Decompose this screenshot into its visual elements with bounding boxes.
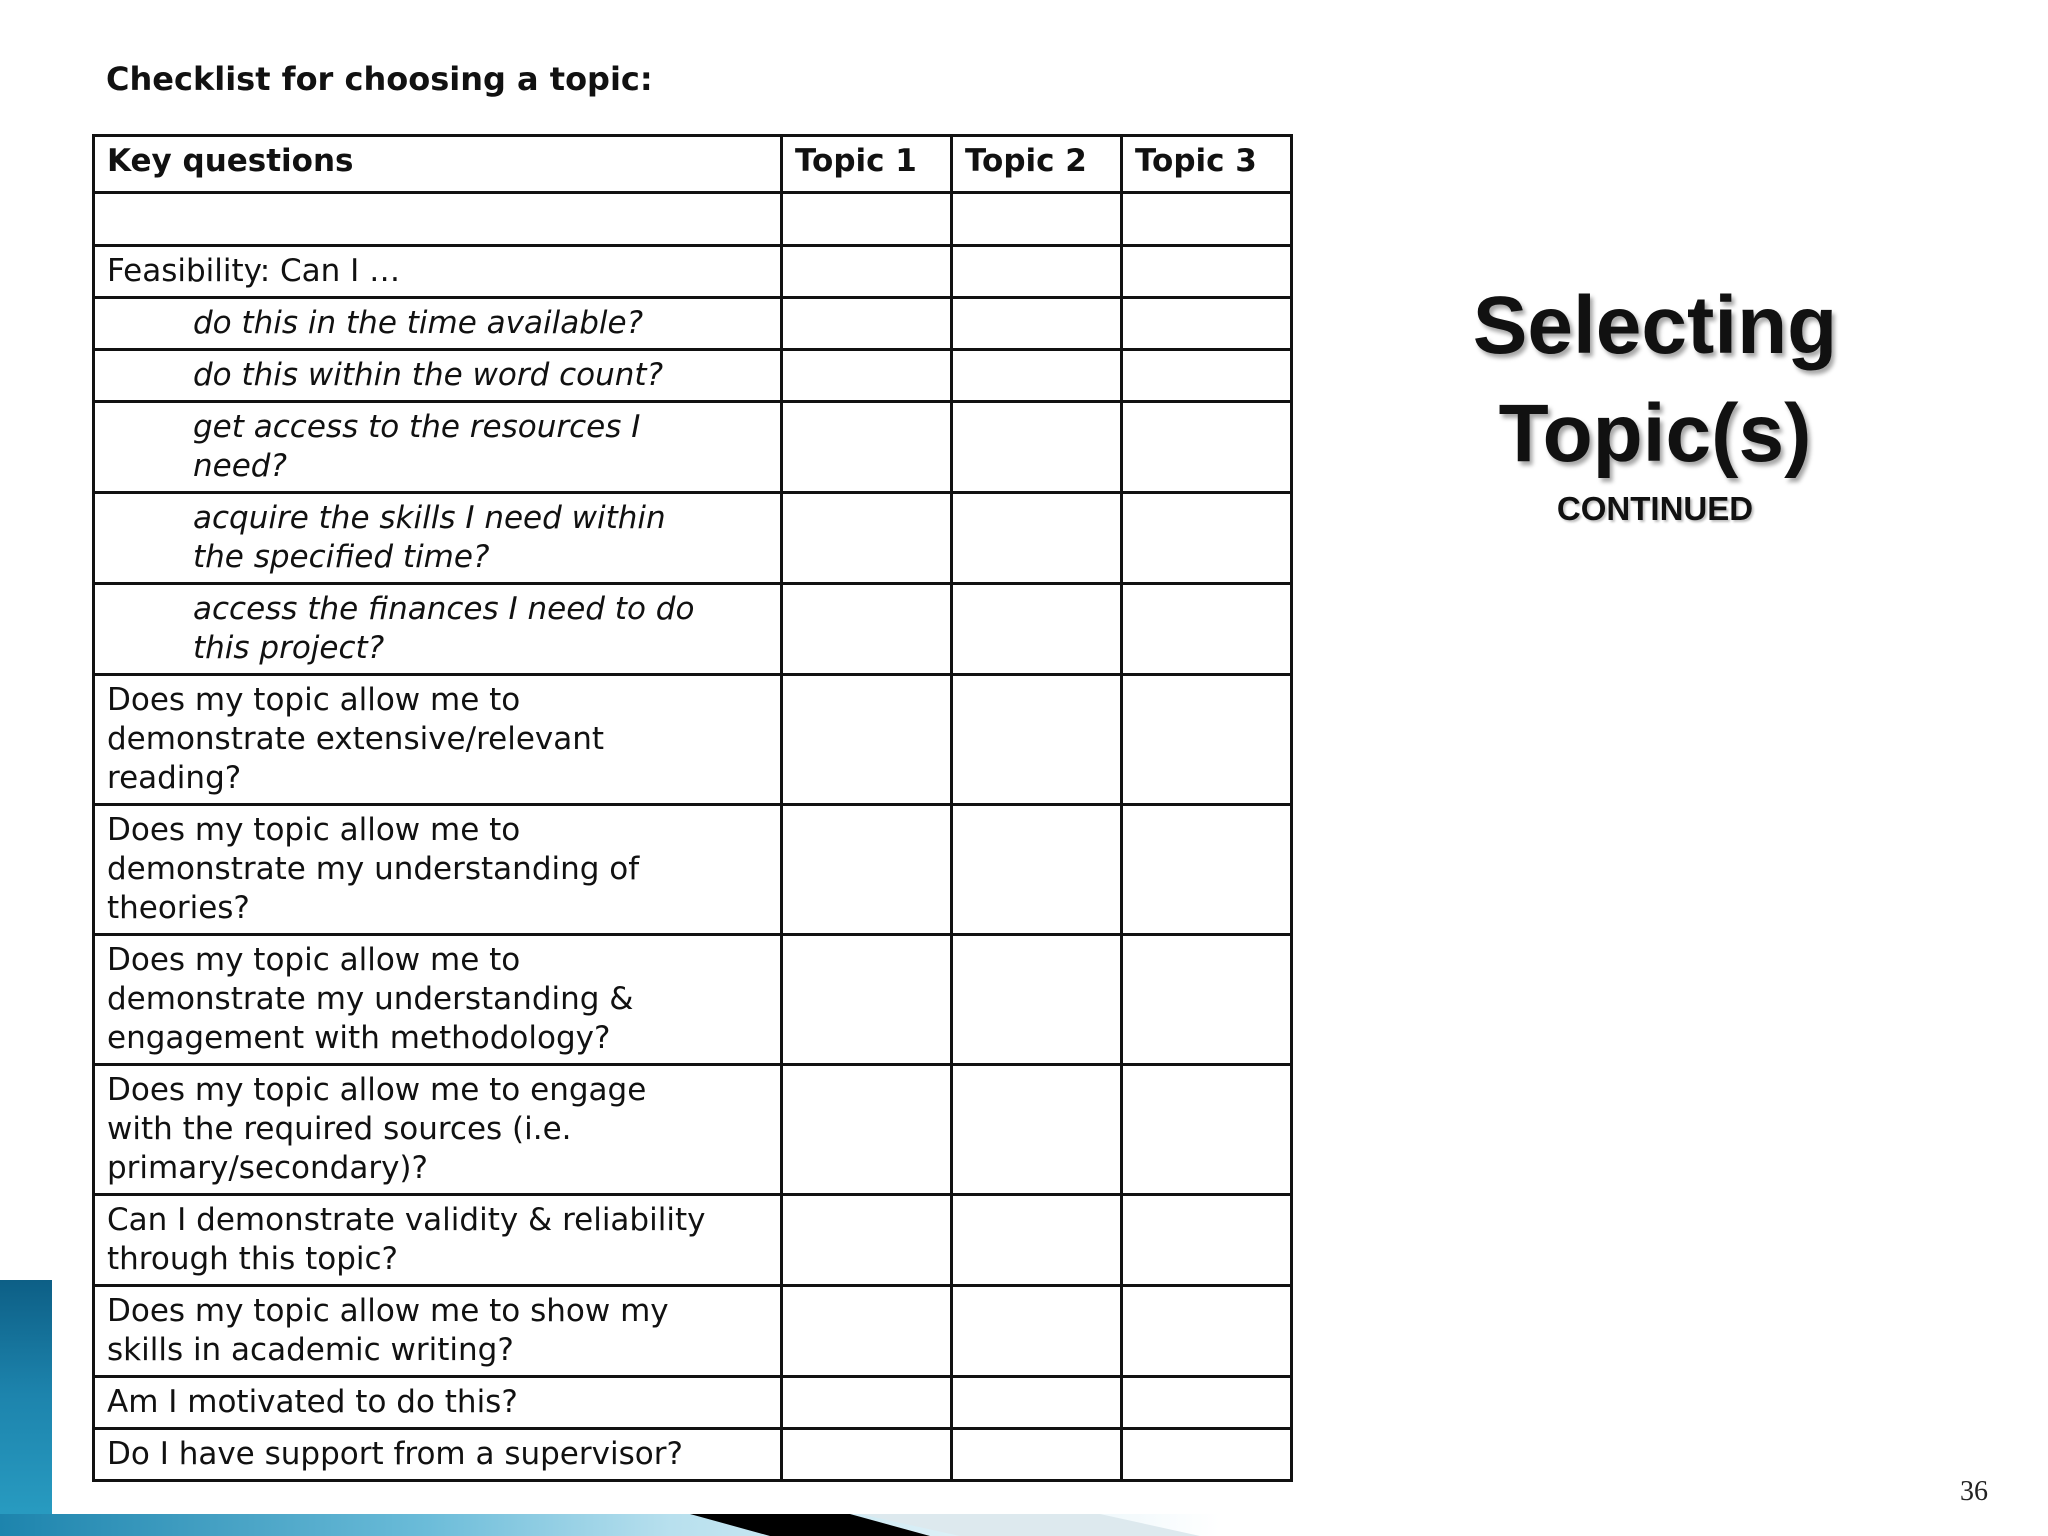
table-row xyxy=(94,1377,1292,1429)
checklist-body xyxy=(94,193,1292,1481)
bottom-decorative-band xyxy=(0,1514,2048,1536)
question-cell: Does my topic allow me to demonstrate my understanding & engagement with methodology? xyxy=(94,935,782,1065)
header-key-questions: Key questions xyxy=(94,136,782,193)
table-row xyxy=(94,193,1292,246)
topic-2-cell xyxy=(952,1377,1122,1429)
topic-3-cell xyxy=(1122,675,1292,805)
question-cell: Do I have support from a supervisor? xyxy=(94,1429,782,1481)
question-cell: acquire the skills I need within the specified time? xyxy=(94,493,782,584)
table-header-row xyxy=(94,136,1292,193)
question-cell: Can I demonstrate validity & reliability through this topic? xyxy=(94,1195,782,1286)
table-row xyxy=(94,935,1292,1065)
topic-2-cell xyxy=(952,935,1122,1065)
question-cell: Does my topic allow me to demonstrate extensive/relevant reading? xyxy=(94,675,782,805)
question-cell: Does my topic allow me to show my skills in academic writing? xyxy=(94,1286,782,1377)
topic-1-cell xyxy=(782,493,952,584)
topic-2-cell xyxy=(952,1195,1122,1286)
topic-2-cell xyxy=(952,193,1122,246)
slide-title xyxy=(1460,272,1850,488)
topic-2-cell xyxy=(952,246,1122,298)
topic-2-cell xyxy=(952,584,1122,675)
slide-subtitle: CONTINUED xyxy=(1556,490,1754,527)
table-row xyxy=(94,246,1292,298)
topic-1-cell xyxy=(782,1377,952,1429)
question-cell: get access to the resources I need? xyxy=(94,402,782,493)
table-row xyxy=(94,805,1292,935)
topic-3-cell xyxy=(1122,805,1292,935)
table-row xyxy=(94,298,1292,350)
table-row xyxy=(94,675,1292,805)
topic-2-cell xyxy=(952,675,1122,805)
topic-3-cell xyxy=(1122,402,1292,493)
topic-1-cell xyxy=(782,298,952,350)
question-cell: do this in the time available? xyxy=(94,298,782,350)
topic-2-cell xyxy=(952,493,1122,584)
topic-3-cell xyxy=(1122,935,1292,1065)
topic-3-cell xyxy=(1122,1195,1292,1286)
table-row xyxy=(94,493,1292,584)
topic-3-cell xyxy=(1122,350,1292,402)
table-row xyxy=(94,402,1292,493)
question-cell xyxy=(94,193,782,246)
title-line-2: Topic(s) xyxy=(1498,388,1812,479)
topic-3-cell xyxy=(1122,298,1292,350)
topic-1-cell xyxy=(782,193,952,246)
table-row xyxy=(94,584,1292,675)
topic-3-cell xyxy=(1122,1065,1292,1195)
topic-2-cell xyxy=(952,350,1122,402)
table-row xyxy=(94,1429,1292,1481)
topic-3-cell xyxy=(1122,246,1292,298)
topic-1-cell xyxy=(782,350,952,402)
topic-2-cell xyxy=(952,1429,1122,1481)
topic-3-cell xyxy=(1122,584,1292,675)
question-cell: access the finances I need to do this project? xyxy=(94,584,782,675)
table-row xyxy=(94,1195,1292,1286)
topic-2-cell xyxy=(952,1286,1122,1377)
topic-1-cell xyxy=(782,935,952,1065)
header-topic-3: Topic 3 xyxy=(1122,136,1292,193)
topic-1-cell xyxy=(782,1195,952,1286)
table-row xyxy=(94,1286,1292,1377)
topic-3-cell xyxy=(1122,1286,1292,1377)
question-cell: Feasibility: Can I … xyxy=(94,246,782,298)
topic-2-cell xyxy=(952,402,1122,493)
checklist-heading: Checklist for choosing a topic: xyxy=(106,60,653,98)
topic-1-cell xyxy=(782,1065,952,1195)
header-topic-1: Topic 1 xyxy=(782,136,952,193)
table-row xyxy=(94,350,1292,402)
topic-3-cell xyxy=(1122,493,1292,584)
header-topic-2: Topic 2 xyxy=(952,136,1122,193)
question-cell: Am I motivated to do this? xyxy=(94,1377,782,1429)
question-cell: Does my topic allow me to demonstrate my understanding of theories? xyxy=(94,805,782,935)
topic-1-cell xyxy=(782,675,952,805)
topic-1-cell xyxy=(782,1286,952,1377)
topic-1-cell xyxy=(782,1429,952,1481)
topic-3-cell xyxy=(1122,193,1292,246)
checklist-table xyxy=(92,134,1293,1482)
left-decorative-band xyxy=(0,1280,52,1536)
topic-2-cell xyxy=(952,1065,1122,1195)
page-number: 36 xyxy=(1960,1476,1988,1507)
topic-3-cell xyxy=(1122,1377,1292,1429)
topic-3-cell xyxy=(1122,1429,1292,1481)
question-cell: Does my topic allow me to engage with the required sources (i.e. primary/secondary)? xyxy=(94,1065,782,1195)
topic-1-cell xyxy=(782,805,952,935)
topic-1-cell xyxy=(782,402,952,493)
title-line-1: Selecting xyxy=(1472,280,1838,371)
topic-2-cell xyxy=(952,805,1122,935)
topic-2-cell xyxy=(952,298,1122,350)
table-row xyxy=(94,1065,1292,1195)
topic-1-cell xyxy=(782,246,952,298)
question-cell: do this within the word count? xyxy=(94,350,782,402)
topic-1-cell xyxy=(782,584,952,675)
